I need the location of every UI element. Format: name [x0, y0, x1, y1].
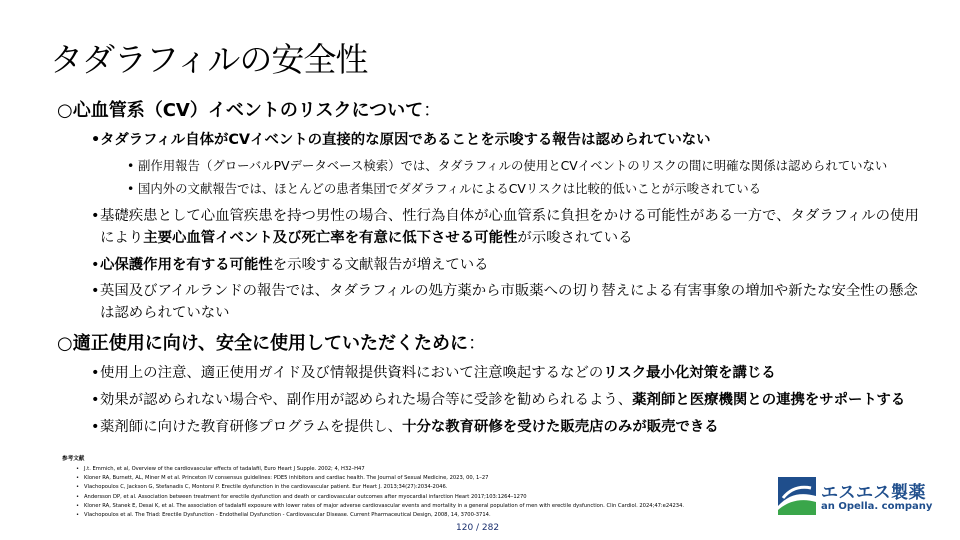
bullet-dot: • — [76, 466, 80, 472]
reference-text: Andersson DP, et al. Association between treatment for erectile dysfunction and death or cardiovascular outcomes after myocardial infarction Heart 2017;103:1264–1270 — [84, 493, 527, 500]
section1-bullet1 — [91, 129, 931, 151]
bullet-dot: • — [127, 158, 135, 173]
page-number: 120 / 282 — [456, 523, 500, 533]
references — [62, 455, 762, 520]
bullet-dot: • — [127, 181, 135, 196]
company-logo — [777, 476, 937, 520]
bullet-dot: • — [91, 365, 100, 381]
reference-item — [62, 493, 762, 502]
logo-text: エスエス製薬 — [821, 483, 926, 503]
section1-bullet3 — [91, 254, 931, 276]
bullet-dot: • — [91, 257, 100, 273]
section2-heading — [57, 329, 486, 355]
bullet-dot: • — [76, 493, 80, 500]
section2-bullet1 — [91, 362, 931, 384]
section1-bullet1-sub2-text: 国内外の文献報告では、ほとんどの患者集団でダダラフィルによるCVリスクは比較的低いことが示唆されている — [138, 181, 762, 196]
bullet-dot: • — [91, 208, 100, 224]
reference-item — [62, 483, 762, 492]
section1-bullet2 — [91, 205, 931, 249]
page-title: タダラフィルの安全性 — [50, 40, 368, 79]
reference-item — [62, 502, 762, 511]
reference-item — [62, 474, 762, 483]
section1-bullet2-text-a: 基礎疾患として心血管疾患を持つ男性の場合、性行為自体が心血管系に負担をかける可能性がある一方で、タダラフィルの使用により — [100, 208, 919, 246]
logo-subtext: an Opella. company — [821, 501, 933, 512]
bullet-dot: • — [91, 392, 100, 408]
section1-heading-colon: ： — [423, 100, 442, 121]
reference-text: Kloner RA, Burnett, AL, Miner M et al. Princeton IV consensus guidelines: PDE5 inhibitors and cardiac health. The Journal of Sexual Medicine, 2023, 00, 1–27 — [84, 475, 489, 482]
section2-bullet3-text — [91, 416, 931, 438]
bullet-dot: • — [91, 419, 100, 435]
section1-bullet1-sub2 — [127, 180, 927, 198]
section2-bullet3-text-bold: 十分な教育研修を受けた販売店のみが販売できる — [402, 419, 719, 435]
reference-item — [62, 511, 762, 520]
section2-bullet3-text-a: 薬剤師に向けた教育研修プログラムを提供し、 — [100, 419, 403, 435]
section2-heading-colon: ： — [467, 333, 486, 354]
section2-bullet2 — [91, 389, 931, 411]
section2-bullet2-text — [91, 389, 931, 411]
section1-bullet3-text-b: を示唆する文献報告が増えている — [272, 257, 489, 273]
section1-bullet3-text — [91, 254, 931, 276]
reference-text: Vlachopoulos C, Jackson G, Stefanadis C, Montorsi P. Erectile dysfunction in the cardiovascular patient. Eur Heart J. 2013;34(27):2034-2046. — [84, 484, 448, 491]
section1-heading-text: ○心血管系（CV）イベントのリスクについて — [57, 100, 424, 121]
section2-bullet2-text-bold: 薬剤師と医療機関との連携をサポートする — [632, 392, 906, 408]
bullet-dot: • — [76, 484, 80, 491]
bullet-dot: • — [76, 502, 80, 509]
bullet-dot: • — [76, 475, 80, 482]
section2-heading-text: ○適正使用に向け、安全に使用していただくために — [57, 333, 468, 354]
section1-heading — [57, 96, 441, 122]
section1-bullet2-text — [91, 205, 931, 249]
section1-bullet2-text-b: が示唆されている — [517, 230, 633, 246]
section1-bullet4-text: 英国及びアイルランドの報告では、タダラフィルの処方薬から市販薬への切り替えによる有害事象の増加や新たな安全性の懸念は認められていない — [100, 283, 918, 321]
references-title: 参考文献 — [62, 456, 85, 462]
section1-bullet1-text: タダラフィル自体がCVイベントの直接的な原因であることを示唆する報告は認められていない — [100, 132, 711, 148]
section1-bullet1-sub1-text: 副作用報告（グローバルPVデータベース検索）では、タダラフィルの使用とCVイベントのリスクの間に明確な関係は認められていない — [138, 158, 888, 173]
section2-bullet3 — [91, 416, 931, 438]
section1-bullet4 — [91, 280, 931, 324]
reference-text: Vlachopoulos et al. The Triad: Erectile Dysfunction - Endothelial Dysfunction - Cardiovascular Disease. Current Pharmaceutical Design, 2008, 14, 3700-3714. — [84, 512, 491, 519]
bullet-dot: • — [91, 283, 100, 299]
reference-text: Kloner RA, Stanek E, Desai K, et al. The association of tadalafil exposure with lower rates of major adverse cardiovascular events and mortality in a general population of men with erectile dysfunction. Clin Cardiol. 2024;47:e24234. — [84, 502, 685, 509]
logo-mark-icon — [777, 476, 817, 516]
section2-bullet2-text-a: 効果が認められない場合や、副作用が認められた場合等に受診を勧められるよう、 — [100, 392, 633, 408]
section2-bullet1-text-bold: リスク最小化対策を講じる — [603, 365, 776, 381]
bullet-dot: • — [91, 132, 101, 148]
bullet-dot: • — [76, 512, 80, 519]
section1-bullet1-sub1 — [127, 157, 927, 175]
section2-bullet1-text — [91, 362, 931, 384]
reference-item — [62, 465, 762, 474]
section2-bullet1-text-a: 使用上の注意、適正使用ガイド及び情報提供資料において注意喚起するなどの — [100, 365, 604, 381]
reference-text: J.t. Emmich, et al, Overview of the cardiovascular effects of tadalafil, Euro Heart J Supple. 2002; 4, H32–H47 — [84, 466, 365, 472]
section1-bullet2-text-bold: 主要心血管イベント及び死亡率を有意に低下させる可能性 — [143, 230, 518, 246]
section1-bullet3-text-bold: 心保護作用を有する可能性 — [100, 257, 273, 273]
